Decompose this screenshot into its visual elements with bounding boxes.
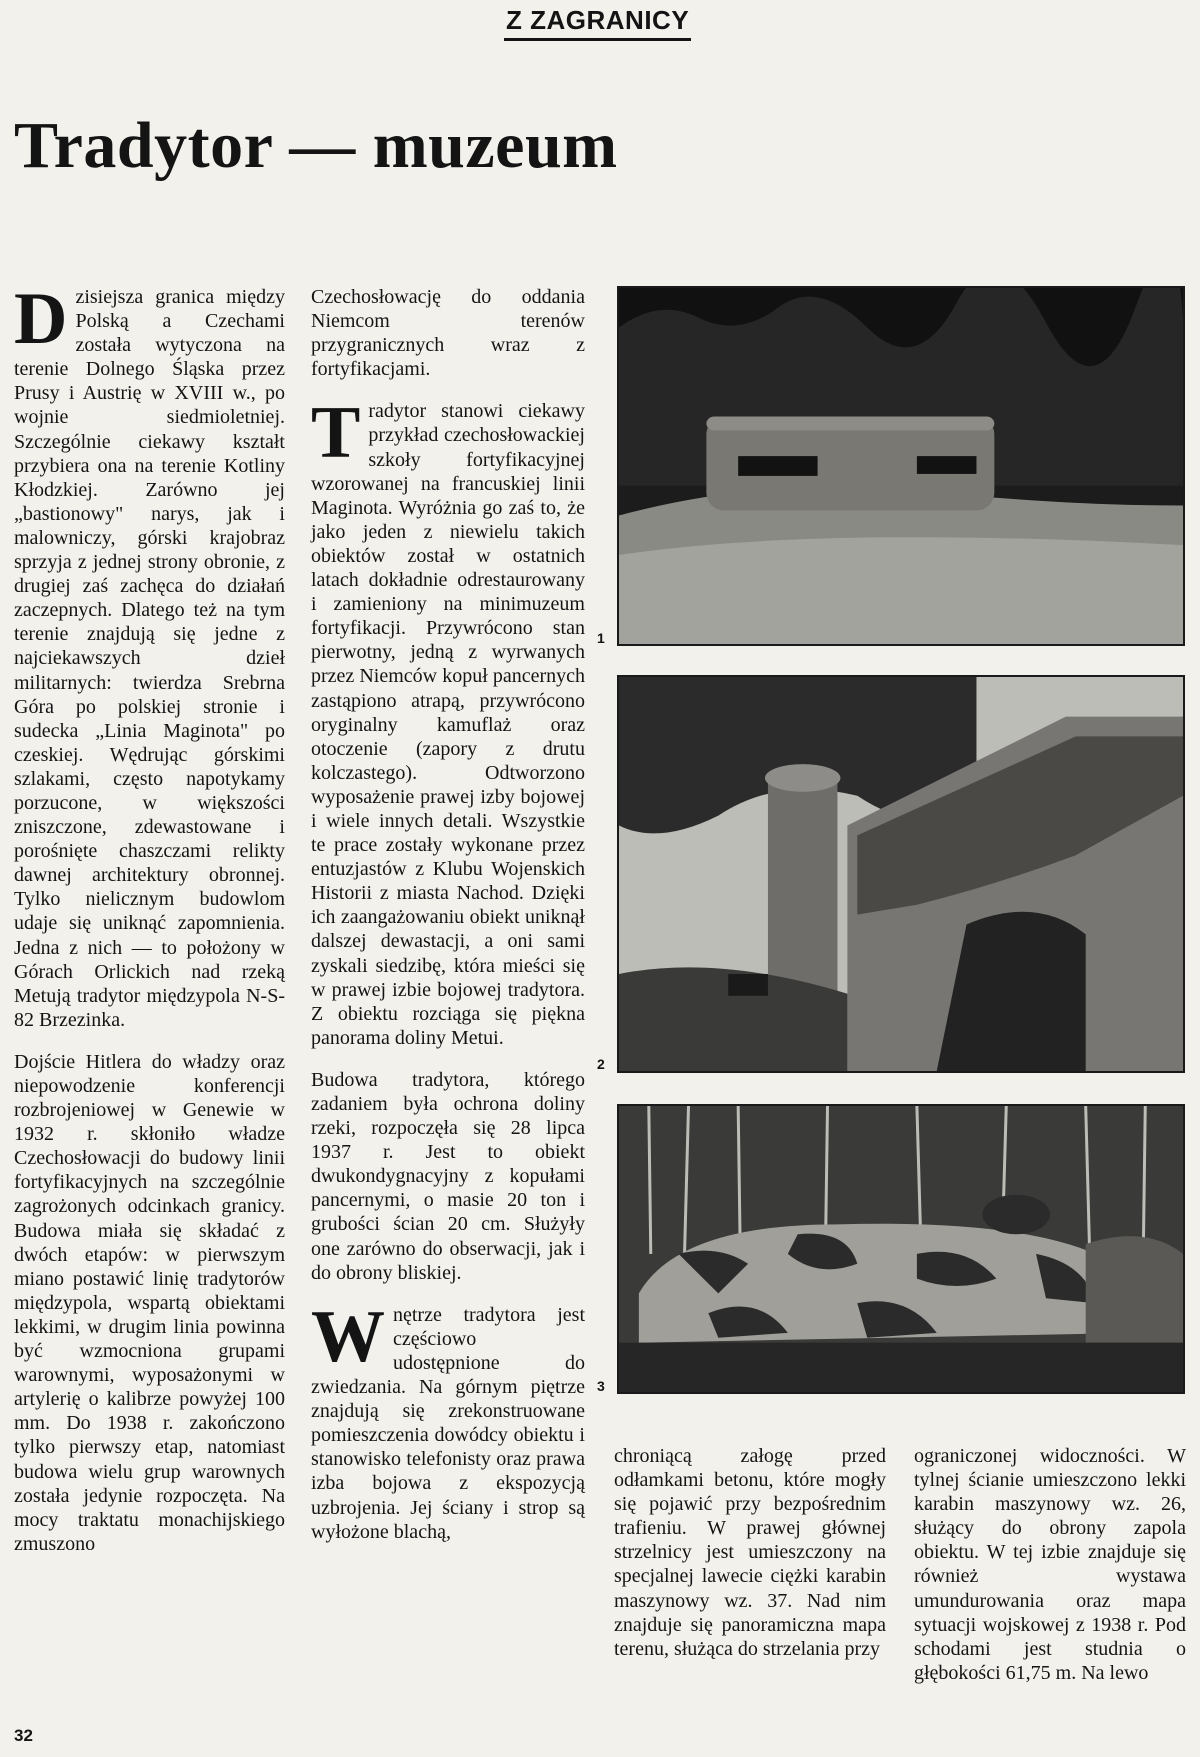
paragraph bbox=[311, 392, 585, 1050]
photo-number: 3 bbox=[597, 1378, 605, 1394]
photo-bunker-hill bbox=[617, 286, 1185, 646]
photo-camouflaged-dome bbox=[617, 1104, 1185, 1394]
text-column-3 bbox=[614, 1444, 886, 1679]
page-number: 32 bbox=[14, 1726, 33, 1745]
paragraph-text: radytor stanowi ciekawy przykład czechosłowackiej szkoły fortyfikacyjnej wzorowanej na francuskiej linii Maginota. Wyróżnia go zaś to, że jako jeden z niewielu takich obiektów został w ostatnich latach dokładnie odrestaurowany i zamieniony na minimuzeum fortyfikacji. Przywrócono stan pierwotny, jedną z wyrwanych przez Niemców kopuł pancernych zastąpiono atrapą, przywrócono oryginalny kamuflaż oraz otoczenie (zapory z drutu kolczastego). Odtworzono wyposażenie prawej izby bojowej i wiele innych detali. Wszystkie te prace zostały wykonane przez entuzjastów z Klubu Wojenskich Historii z miasta Nachod. Dzięki ich zaangażowaniu obiekt uniknął dalszej dewastacji, a oni sami zyskali siedzibę, która mieści się w prawej izbie bojowej tradytora. Z obiektu rozciąga się piękna panorama doliny Metui. bbox=[311, 400, 585, 1049]
photo-number: 2 bbox=[597, 1056, 605, 1072]
text-column-2 bbox=[311, 285, 585, 1562]
paragraph: ograniczonej widoczności. W tylnej ścianie umieszczono lekki karabin maszynowy wz. 26, służący do obrony zapola obiektu. W tej izbie znajduje się również wystawa umundurowania oraz mapa sytuacji wojskowej z 1938 r. Pod schodami jest studnia o głębokości 61,75 m. Na lewo bbox=[914, 1445, 1186, 1684]
photo-camouflaged-dome-image bbox=[619, 1106, 1183, 1392]
paragraph: Budowa tradytora, którego zadaniem była ochrona doliny rzeki, rozpoczęła się 28 lipca 1937 r. Jest to obiekt dwukondygnacyjny z kopułami pancernymi, o masie 20 ton i grubości ścian 20 cm. Służyły one zarówno do obserwacji, jak i do obrony bliskiej. bbox=[311, 1068, 585, 1284]
paragraph-text: nętrze tradytora jest częściowo udostępnione do zwiedzania. Na górnym piętrze znajdują się zrekonstruowane pomieszczenia dowódcy obiektu i stanowisko telefonisty oraz prawa izba bojowa z ekspozycją uzbrojenia. Jej ściany i strop są wyłożone blachą, bbox=[311, 1303, 585, 1543]
photo-bunker-tower-image bbox=[619, 677, 1183, 1071]
paragraph bbox=[14, 278, 285, 1032]
paragraph bbox=[311, 1295, 585, 1544]
text-column-4 bbox=[914, 1444, 1186, 1703]
drop-cap: W bbox=[311, 1295, 385, 1378]
drop-cap: D bbox=[14, 278, 68, 360]
paragraph-text: zisiejsza granica między Polską a Czechami została wytyczona na terenie Dolnego Śląska przez Prusy i Austrię w XVIII w., po wojnie siedmioletniej. Szczególnie ciekawy kształt przybiera ona na terenie Kotliny Kłodzkiej. Zarówno jej „bastionowy" narys, jak i malowniczy, górski krajobraz sprzyja z jednej strony obronie, z drugiej zaś zachęca do działań zaczepnych. Dlatego też na tym terenie znajdują się jedne z najciekawszych dzieł militarnych: twierdza Srebrna Góra po polskiej stronie i sudecka „Linia Maginota" po czeskiej. Wędrując górskimi szlakami, często napotykamy porzucone, w większości zniszczone, zdewastowane i porośnięte chaszczami relikty dawnej architektury obronnej. Tylko nielicznym budowlom udaje się uniknąć zapomnienia. Jedna z nich — to położony w Górach Orlickich nad rzeką Metują tradytor międzypola N-S-82 Brzezinka. bbox=[14, 286, 285, 1031]
section-label: Z ZAGRANICY bbox=[504, 4, 691, 41]
drop-cap: T bbox=[311, 392, 361, 475]
photo-bunker-hill-image bbox=[619, 288, 1183, 644]
photo-bunker-tower bbox=[617, 675, 1185, 1073]
article-title: Tradytor — muzeum bbox=[14, 109, 618, 182]
paragraph: Czechosłowację do oddania Niemcom terenów przygranicznych wraz z fortyfikacjami. bbox=[311, 286, 585, 381]
photo-number: 1 bbox=[597, 630, 605, 646]
paragraph: chroniącą załogę przed odłamkami betonu, które mogły się pojawić przy bezpośrednim trafieniu. W prawej głównej strzelnicy jest umieszczony na specjalnej lawecie ciężki karabin maszynowy wz. 37. Nad nim znajduje się panoramiczna mapa terenu, służąca do strzelania przy bbox=[614, 1445, 886, 1660]
paragraph: Dojście Hitlera do władzy oraz niepowodzenie konferencji rozbrojeniowej w Genewie w 1932 r. skłoniło władze Czechosłowacji do budowy linii fortyfikacyjnych na szczególnie zagrożonych odcinkach granicy. Budowa miała się składać z dwóch etapów: w pierwszym miano postawić linię tradytorów międzypola, wspartą obiektami lekkimi, w drugim linia powinna być wzmocniona grupami warownymi, wyposażonymi w artylerię o kalibrze powyżej 100 mm. Do 1938 r. zakończono tylko pierwszy etap, natomiast budowa wielu grup warownych została jedynie rozpoczęta. Na mocy traktatu monachijskiego zmuszono bbox=[14, 1050, 285, 1555]
text-column-1 bbox=[14, 278, 285, 1574]
